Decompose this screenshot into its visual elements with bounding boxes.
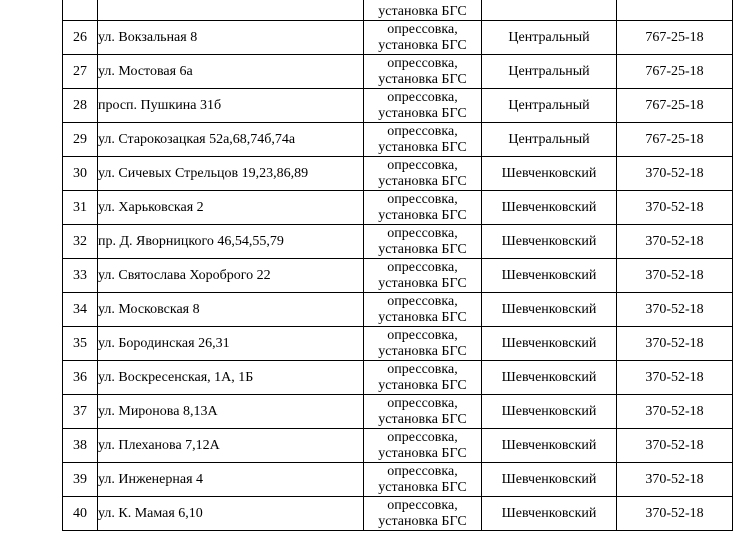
row-phone: 767-25-18	[617, 55, 733, 89]
row-district: Шевченковский	[482, 191, 617, 225]
work-line-2: установка БГС	[378, 513, 467, 529]
work-line-2: установка БГС	[378, 309, 467, 325]
row-address: ул. Миронова 8,13А	[98, 395, 364, 429]
row-district: Центральный	[482, 89, 617, 123]
work-line-1: опрессовка,	[387, 463, 458, 479]
row-number: 39	[63, 463, 98, 497]
work-line-2: установка БГС	[378, 275, 467, 291]
work-line-2: установка БГС	[378, 241, 467, 257]
row-district: Центральный	[482, 21, 617, 55]
row-number: 27	[63, 55, 98, 89]
row-address	[98, 0, 364, 21]
row-phone: 370-52-18	[617, 463, 733, 497]
row-number: 35	[63, 327, 98, 361]
row-district: Центральный	[482, 55, 617, 89]
work-line-2: установка БГС	[378, 71, 467, 87]
work-line-1: опрессовка,	[387, 497, 458, 513]
work-line-2: установка БГС	[378, 377, 467, 393]
row-address: ул. Святослава Хороброго 22	[98, 259, 364, 293]
row-number: 40	[63, 497, 98, 531]
row-district: Шевченковский	[482, 429, 617, 463]
work-line-2: установка БГС	[378, 37, 467, 53]
row-district: Шевченковский	[482, 259, 617, 293]
row-number: 33	[63, 259, 98, 293]
row-district: Шевченковский	[482, 395, 617, 429]
row-address: ул. Мостовая 6а	[98, 55, 364, 89]
row-phone: 370-52-18	[617, 157, 733, 191]
work-line-2: установка БГС	[378, 343, 467, 359]
row-district: Шевченковский	[482, 293, 617, 327]
table-row	[63, 225, 733, 259]
row-phone: 370-52-18	[617, 497, 733, 531]
row-number: 29	[63, 123, 98, 157]
row-district: Шевченковский	[482, 497, 617, 531]
work-line-1: опрессовка,	[387, 157, 458, 173]
work-line-1: опрессовка,	[387, 259, 458, 275]
work-line-1: опрессовка,	[387, 191, 458, 207]
work-line-1: опрессовка,	[387, 21, 458, 37]
table-row	[63, 21, 733, 55]
row-number: 34	[63, 293, 98, 327]
row-work-type	[364, 361, 482, 395]
work-line-1: опрессовка,	[387, 55, 458, 71]
row-number: 37	[63, 395, 98, 429]
row-number: 31	[63, 191, 98, 225]
row-address: ул. Инженерная 4	[98, 463, 364, 497]
table-row	[63, 157, 733, 191]
row-work-type	[364, 89, 482, 123]
row-district: Шевченковский	[482, 361, 617, 395]
row-work-type	[364, 191, 482, 225]
table-row	[63, 463, 733, 497]
table-row	[63, 395, 733, 429]
work-line-1: опрессовка,	[387, 361, 458, 377]
table-row	[63, 123, 733, 157]
row-phone: 370-52-18	[617, 259, 733, 293]
row-work-type	[364, 55, 482, 89]
row-phone: 370-52-18	[617, 225, 733, 259]
row-number: 26	[63, 21, 98, 55]
row-number	[63, 0, 98, 21]
table-row	[63, 55, 733, 89]
row-address: пр. Д. Яворницкого 46,54,55,79	[98, 225, 364, 259]
row-address: ул. Воскресенская, 1А, 1Б	[98, 361, 364, 395]
row-work-type	[364, 395, 482, 429]
row-phone: 767-25-18	[617, 123, 733, 157]
work-line-1: опрессовка,	[387, 123, 458, 139]
work-line-2: установка БГС	[378, 411, 467, 427]
work-line-1: опрессовка,	[387, 327, 458, 343]
table-row	[63, 89, 733, 123]
row-number: 38	[63, 429, 98, 463]
row-phone: 370-52-18	[617, 327, 733, 361]
row-number: 36	[63, 361, 98, 395]
works-table	[62, 0, 733, 531]
work-line-1: опрессовка,	[387, 293, 458, 309]
row-phone: 370-52-18	[617, 361, 733, 395]
row-work-type	[364, 327, 482, 361]
row-address: просп. Пушкина 31б	[98, 89, 364, 123]
table-row	[63, 259, 733, 293]
table-row	[63, 361, 733, 395]
row-district: Шевченковский	[482, 327, 617, 361]
row-phone: 767-25-18	[617, 21, 733, 55]
work-line-2: установка БГС	[378, 445, 467, 461]
row-work-type	[364, 293, 482, 327]
row-work-type	[364, 259, 482, 293]
work-line-1: опрессовка,	[387, 89, 458, 105]
row-address: ул. Харьковская 2	[98, 191, 364, 225]
row-address: ул. Старокозацкая 52а,68,74б,74а	[98, 123, 364, 157]
work-line-2: установка БГС	[378, 105, 467, 121]
row-address: ул. Бородинская 26,31	[98, 327, 364, 361]
table-row	[63, 293, 733, 327]
work-line-2: установка БГС	[378, 139, 467, 155]
work-line-2: установка БГС	[378, 207, 467, 223]
work-line-1: опрессовка,	[387, 429, 458, 445]
row-district: Шевченковский	[482, 225, 617, 259]
row-work-type	[364, 157, 482, 191]
row-district: Шевченковский	[482, 463, 617, 497]
table-row	[63, 429, 733, 463]
row-work-type	[364, 497, 482, 531]
row-number: 28	[63, 89, 98, 123]
row-work-type	[364, 123, 482, 157]
row-phone: 370-52-18	[617, 191, 733, 225]
row-phone	[617, 0, 733, 21]
work-line-2: установка БГС	[378, 479, 467, 495]
row-address: ул. Московская 8	[98, 293, 364, 327]
work-line-1: опрессовка,	[387, 225, 458, 241]
row-address: ул. К. Мамая 6,10	[98, 497, 364, 531]
row-number: 32	[63, 225, 98, 259]
row-phone: 767-25-18	[617, 89, 733, 123]
row-work-type	[364, 429, 482, 463]
row-address: ул. Сичевых Стрельцов 19,23,86,89	[98, 157, 364, 191]
table-row	[63, 327, 733, 361]
table-row	[63, 497, 733, 531]
work-line-1: опрессовка,	[387, 395, 458, 411]
row-number: 30	[63, 157, 98, 191]
row-district	[482, 0, 617, 21]
table-row	[63, 0, 733, 21]
row-phone: 370-52-18	[617, 293, 733, 327]
row-district: Центральный	[482, 123, 617, 157]
row-work-type	[364, 21, 482, 55]
row-work-type	[364, 225, 482, 259]
work-line-2: установка БГС	[378, 173, 467, 189]
table-row	[63, 191, 733, 225]
work-line-2: установка БГС	[378, 4, 467, 19]
row-work-type	[364, 0, 482, 21]
row-phone: 370-52-18	[617, 429, 733, 463]
row-district: Шевченковский	[482, 157, 617, 191]
row-address: ул. Вокзальная 8	[98, 21, 364, 55]
row-address: ул. Плеханова 7,12А	[98, 429, 364, 463]
row-phone: 370-52-18	[617, 395, 733, 429]
row-work-type	[364, 463, 482, 497]
